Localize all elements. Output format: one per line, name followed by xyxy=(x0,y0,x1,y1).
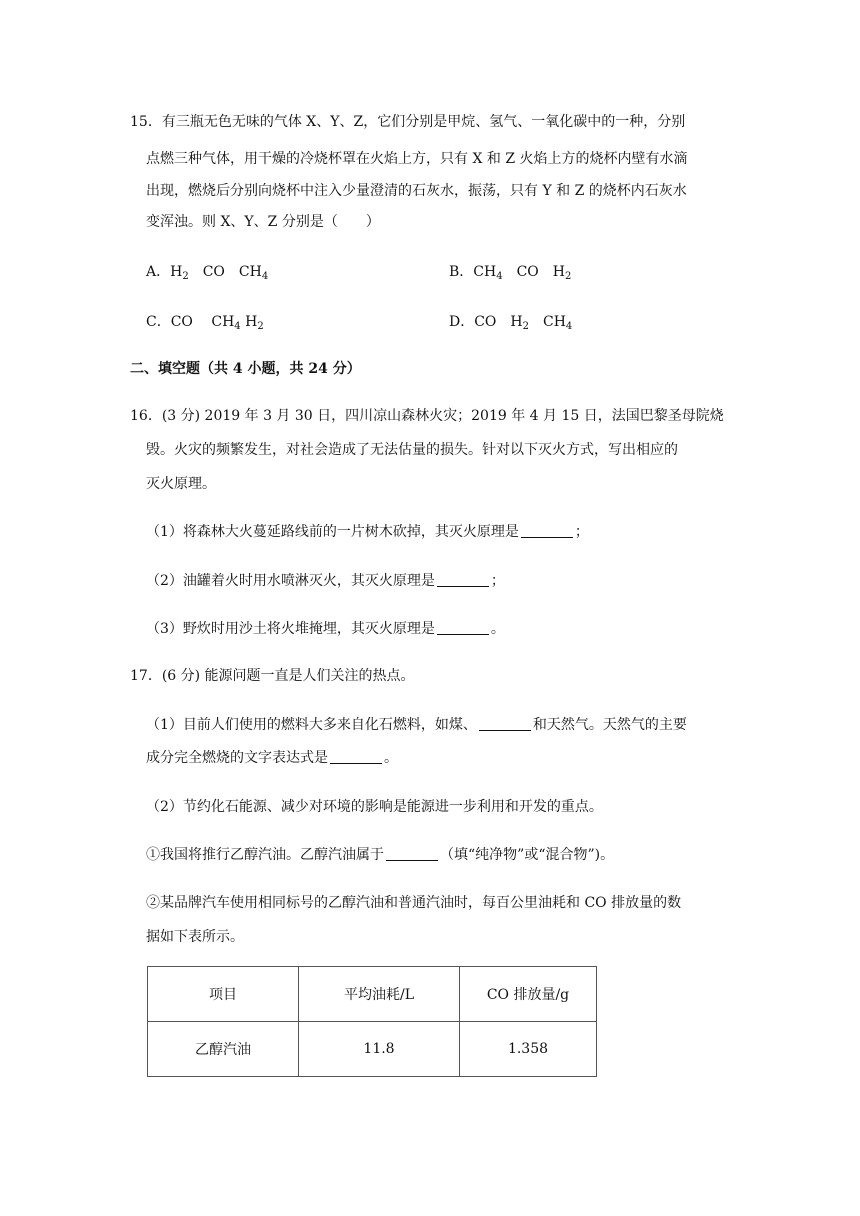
answer-blank[interactable] xyxy=(521,523,573,538)
table-cell: 1.358 xyxy=(460,1022,597,1077)
answer-blank[interactable] xyxy=(437,620,489,635)
q17-item2-line: ②某品牌汽车使用相同标号的乙醇汽油和普通汽油时，每百公里油耗和 CO 排放量的数 xyxy=(146,895,682,911)
option-a[interactable]: A．$H_2$ CO $CH_4$ xyxy=(146,264,269,282)
q16-sub2: （2）油罐着火时用水喷淋灭火，其灭火原理是 ； xyxy=(146,573,505,589)
section-heading: 二、填空题（共 4 小题，共 24 分） xyxy=(130,361,361,377)
answer-blank[interactable] xyxy=(437,572,489,587)
q15-text-line: 15．有三瓶无色无味的气体 X、Y、Z，它们分别是甲烷、氢气、一氧化碳中的一种，分别 xyxy=(130,114,686,130)
option-b[interactable]: B．$CH_4$ CO $H_2$ xyxy=(449,264,572,282)
table-header-cell: CO 排放量/g xyxy=(460,967,597,1022)
q15-text-line: 变浑浊。则 X、Y、Z 分别是（ ） xyxy=(146,214,380,230)
q17-sub2: （2）节约化石能源、减少对环境的影响是能源进一步利用和开发的重点。 xyxy=(146,799,603,815)
q17-item2-line: 据如下表所示。 xyxy=(146,929,244,945)
q17-item1: ①我国将推行乙醇汽油。乙醇汽油属于 （填“纯净物”或“混合物”)。 xyxy=(146,847,615,863)
q16-text-line: 毁。火灾的频繁发生，对社会造成了无法估量的损失。针对以下灭火方式，写出相应的 xyxy=(146,442,678,458)
table-header-cell: 项目 xyxy=(148,967,299,1022)
q16-sub1: （1）将森林大火蔓延路线前的一片树木砍掉，其灭火原理是 ； xyxy=(146,524,589,540)
answer-blank[interactable] xyxy=(330,749,382,764)
q16-text-line: 16．(3 分) 2019 年 3 月 30 日，四川凉山森林火灾；2019 年 4 月 15 日，法国巴黎圣母院烧 xyxy=(130,408,724,424)
q15-text-line: 点燃三种气体，用干燥的冷烧杯罩在火焰上方，只有 X 和 Z 火焰上方的烧杯内壁有水滴 xyxy=(146,151,688,167)
table-header-row xyxy=(148,967,597,1022)
option-d[interactable]: D．CO $H_2$ $CH_4$ xyxy=(449,314,573,332)
q15-text-line: 出现，燃烧后分别向烧杯中注入少量澄清的石灰水，振荡，只有 Y 和 Z 的烧杯内石灰水 xyxy=(146,183,687,199)
q17-sub1: （1）目前人们使用的燃料大多来自化石燃料，如煤、 和天然气。天然气的主要 xyxy=(146,717,687,733)
table-row xyxy=(148,1022,597,1077)
option-c[interactable]: C．CO $CH_4$ $H_2$ xyxy=(146,314,264,332)
q17-sub1b: 成分完全燃烧的文字表达式是 。 xyxy=(146,750,398,766)
q16-text-line: 灭火原理。 xyxy=(146,476,216,492)
answer-blank[interactable] xyxy=(386,846,438,861)
table-header-cell: 平均油耗/L xyxy=(299,967,460,1022)
table-cell: 11.8 xyxy=(299,1022,460,1077)
q16-sub3: （3）野炊时用沙土将火堆掩埋，其灭火原理是 。 xyxy=(146,621,505,637)
table-cell: 乙醇汽油 xyxy=(148,1022,299,1077)
q17-text-line: 17．(6 分) 能源问题一直是人们关注的热点。 xyxy=(130,668,415,684)
data-table xyxy=(147,966,597,1077)
answer-blank[interactable] xyxy=(479,716,531,731)
